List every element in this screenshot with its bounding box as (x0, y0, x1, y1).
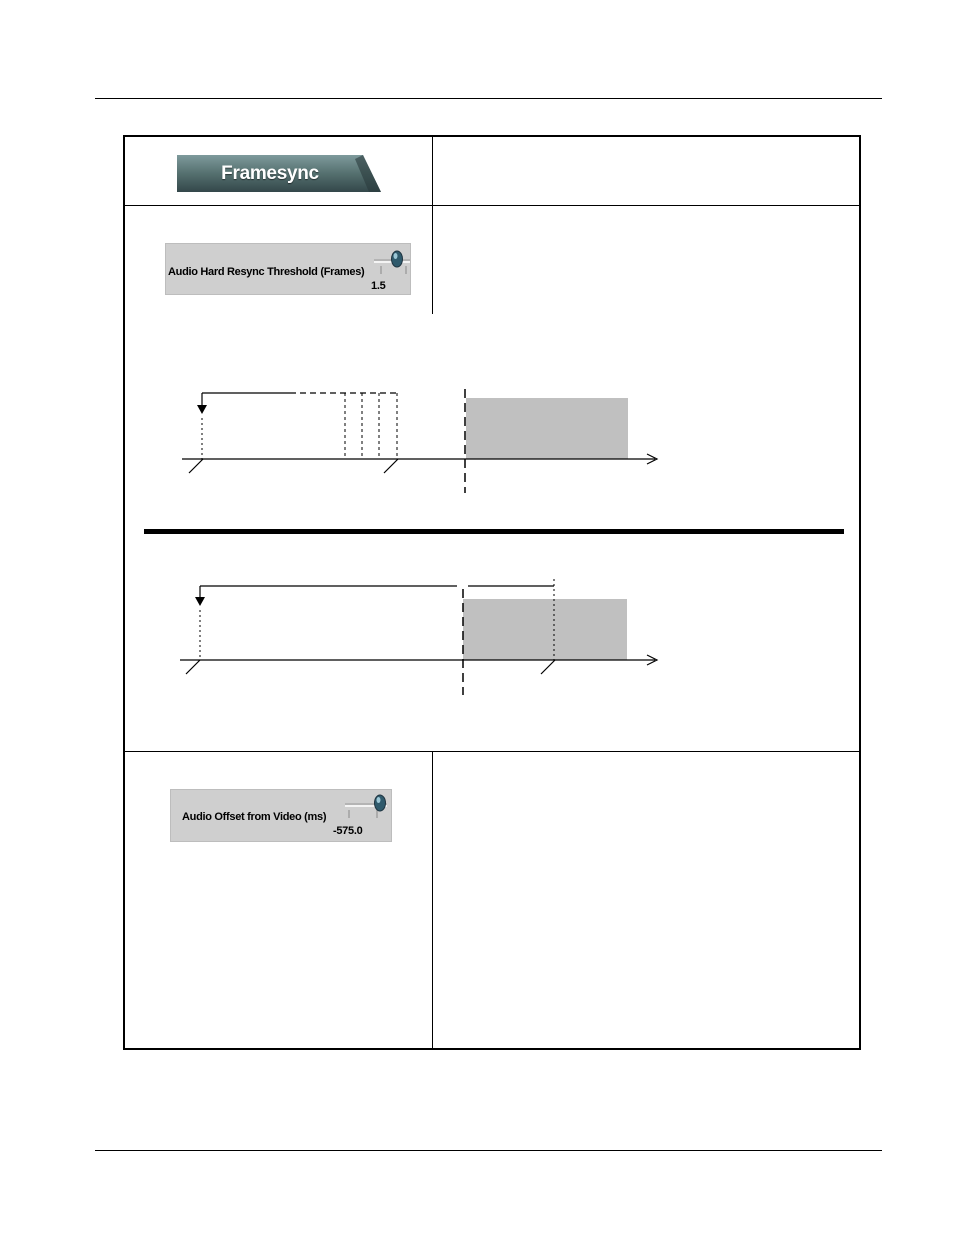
settings-table (123, 135, 861, 1050)
axis-tick (189, 459, 203, 473)
diagram-divider (144, 529, 844, 534)
audio-offset-value: -575.0 (333, 825, 363, 837)
footer-rule (95, 1150, 882, 1151)
axis-tick (541, 660, 555, 674)
video-frame-block (463, 599, 627, 660)
resync-timing-diagrams (125, 137, 859, 1048)
hard-resync-threshold-value: 1.5 (371, 280, 386, 292)
offset-arrow (195, 597, 205, 606)
audio-offset-label: Audio Offset from Video (ms) (182, 811, 327, 823)
video-frame-block (466, 398, 628, 459)
axis-tick (384, 459, 398, 473)
hard-resync-threshold-label: Audio Hard Resync Threshold (Frames) (168, 266, 365, 278)
upper-timing-diagram (182, 389, 657, 493)
lower-timing-diagram (180, 579, 657, 695)
audio-offset-control (170, 789, 392, 842)
axis-tick (186, 660, 200, 674)
tab-label: Framesync (221, 162, 319, 184)
slider-knob[interactable] (375, 795, 386, 811)
resync-arrow (197, 405, 207, 414)
header-rule (95, 98, 882, 99)
